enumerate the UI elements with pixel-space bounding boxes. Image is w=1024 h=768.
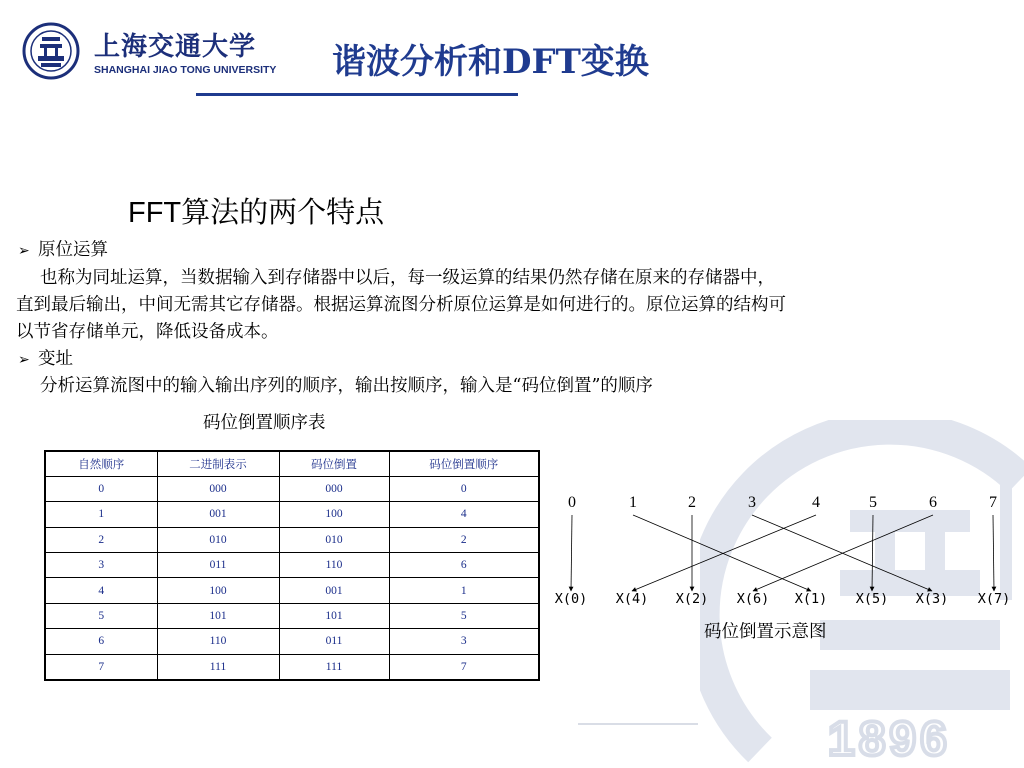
bullet-in-place-line-3: 以节省存储单元，降低设备成本。 bbox=[16, 322, 279, 342]
output-label: X(3) bbox=[915, 591, 949, 607]
diagram-connections bbox=[571, 515, 994, 591]
university-emblem-icon bbox=[22, 22, 80, 80]
table-cell: 2 bbox=[45, 527, 157, 552]
table-row bbox=[45, 603, 539, 628]
table-row bbox=[45, 527, 539, 552]
table-row bbox=[45, 476, 539, 501]
decorative-line bbox=[578, 723, 698, 725]
section-heading-chinese: 算法的两个特点 bbox=[181, 195, 385, 229]
input-index-label: 2 bbox=[688, 494, 696, 511]
input-index-label: 1 bbox=[629, 494, 637, 511]
column-header: 二进制表示 bbox=[157, 451, 279, 476]
table-cell: 6 bbox=[389, 553, 539, 578]
table-cell: 1 bbox=[389, 578, 539, 603]
bullet-title-text: 原位运算 bbox=[38, 240, 108, 260]
logo-english-name: SHANGHAI JIAO TONG UNIVERSITY bbox=[94, 64, 277, 76]
table-cell: 110 bbox=[157, 629, 279, 654]
bullet-title-text: 变址 bbox=[38, 349, 73, 369]
table-cell: 4 bbox=[389, 502, 539, 527]
bullet-in-place-line-2: 直到最后输出，中间无需其它存储器。根据运算流图分析原位运算是如何进行的。原位运算的结构可 bbox=[16, 295, 786, 315]
section-heading-latin: FFT bbox=[128, 197, 182, 229]
table-cell: 101 bbox=[157, 603, 279, 628]
slide-title: 谐波分析和DFT变换 bbox=[332, 42, 649, 82]
bullet-in-place-title bbox=[18, 237, 108, 265]
mapping-arrow bbox=[993, 515, 994, 591]
watermark-year: 1896 bbox=[828, 713, 951, 766]
table-caption: 码位倒置顺序表 bbox=[203, 413, 326, 433]
table-cell: 111 bbox=[157, 654, 279, 679]
table-row bbox=[45, 553, 539, 578]
input-index-label: 3 bbox=[748, 494, 756, 511]
table-cell: 2 bbox=[389, 527, 539, 552]
input-index-label: 6 bbox=[929, 494, 937, 511]
header-divider bbox=[196, 93, 518, 96]
table-body bbox=[45, 476, 539, 679]
table-cell: 010 bbox=[157, 527, 279, 552]
diagram-input-labels bbox=[568, 494, 997, 511]
table-cell: 000 bbox=[279, 476, 389, 501]
output-label: X(5) bbox=[855, 591, 889, 607]
table-cell: 7 bbox=[389, 654, 539, 679]
bullet-bit-reversal-line-1: 分析运算流图中的输入输出序列的顺序，输出按顺序，输入是“码位倒置”的顺序 bbox=[40, 376, 653, 396]
table-cell: 101 bbox=[279, 603, 389, 628]
mapping-arrow bbox=[872, 515, 873, 591]
input-index-label: 0 bbox=[568, 494, 576, 511]
output-label: X(4) bbox=[615, 591, 649, 607]
table-cell: 6 bbox=[45, 629, 157, 654]
table-cell: 3 bbox=[45, 553, 157, 578]
output-label: X(1) bbox=[794, 591, 828, 607]
mapping-arrow bbox=[571, 515, 572, 591]
output-label: X(7) bbox=[977, 591, 1011, 607]
table-cell: 110 bbox=[279, 553, 389, 578]
diagram-output-labels bbox=[555, 591, 1011, 607]
section-heading bbox=[128, 190, 384, 231]
arrow-bullet-icon: ➢ bbox=[18, 352, 30, 368]
table-cell: 111 bbox=[279, 654, 389, 679]
table-row bbox=[45, 654, 539, 679]
bullet-in-place-line-1: 也称为同址运算，当数据输入到存储器中以后，每一级运算的结果仍然存储在原来的存储器中， bbox=[40, 268, 775, 288]
output-label: X(6) bbox=[736, 591, 770, 607]
table-row bbox=[45, 578, 539, 603]
logo-chinese-name: 上海交通大学 bbox=[94, 32, 257, 62]
table-cell: 1 bbox=[45, 502, 157, 527]
table-cell: 001 bbox=[157, 502, 279, 527]
table-cell: 001 bbox=[279, 578, 389, 603]
table-row bbox=[45, 502, 539, 527]
bit-reversal-diagram bbox=[545, 485, 1024, 615]
table-header-row bbox=[45, 451, 539, 476]
column-header: 码位倒置顺序 bbox=[389, 451, 539, 476]
table-cell: 100 bbox=[157, 578, 279, 603]
table-cell: 000 bbox=[157, 476, 279, 501]
table-cell: 010 bbox=[279, 527, 389, 552]
input-index-label: 7 bbox=[989, 494, 997, 511]
table-row bbox=[45, 629, 539, 654]
output-label: X(2) bbox=[675, 591, 709, 607]
table-cell: 4 bbox=[45, 578, 157, 603]
column-header: 自然顺序 bbox=[45, 451, 157, 476]
input-index-label: 4 bbox=[812, 494, 820, 511]
table-cell: 5 bbox=[389, 603, 539, 628]
output-label: X(0) bbox=[554, 591, 588, 607]
table-cell: 100 bbox=[279, 502, 389, 527]
bit-reversal-table bbox=[44, 450, 540, 681]
table-cell: 3 bbox=[389, 629, 539, 654]
table-cell: 011 bbox=[279, 629, 389, 654]
input-index-label: 5 bbox=[869, 494, 877, 511]
table-cell: 011 bbox=[157, 553, 279, 578]
university-logo bbox=[22, 22, 277, 80]
column-header: 码位倒置 bbox=[279, 451, 389, 476]
table-cell: 0 bbox=[45, 476, 157, 501]
diagram-caption: 码位倒置示意图 bbox=[704, 622, 827, 642]
bullet-bit-reversal-title bbox=[18, 346, 73, 374]
arrow-bullet-icon: ➢ bbox=[18, 243, 30, 259]
table-cell: 7 bbox=[45, 654, 157, 679]
table-cell: 5 bbox=[45, 603, 157, 628]
table-cell: 0 bbox=[389, 476, 539, 501]
